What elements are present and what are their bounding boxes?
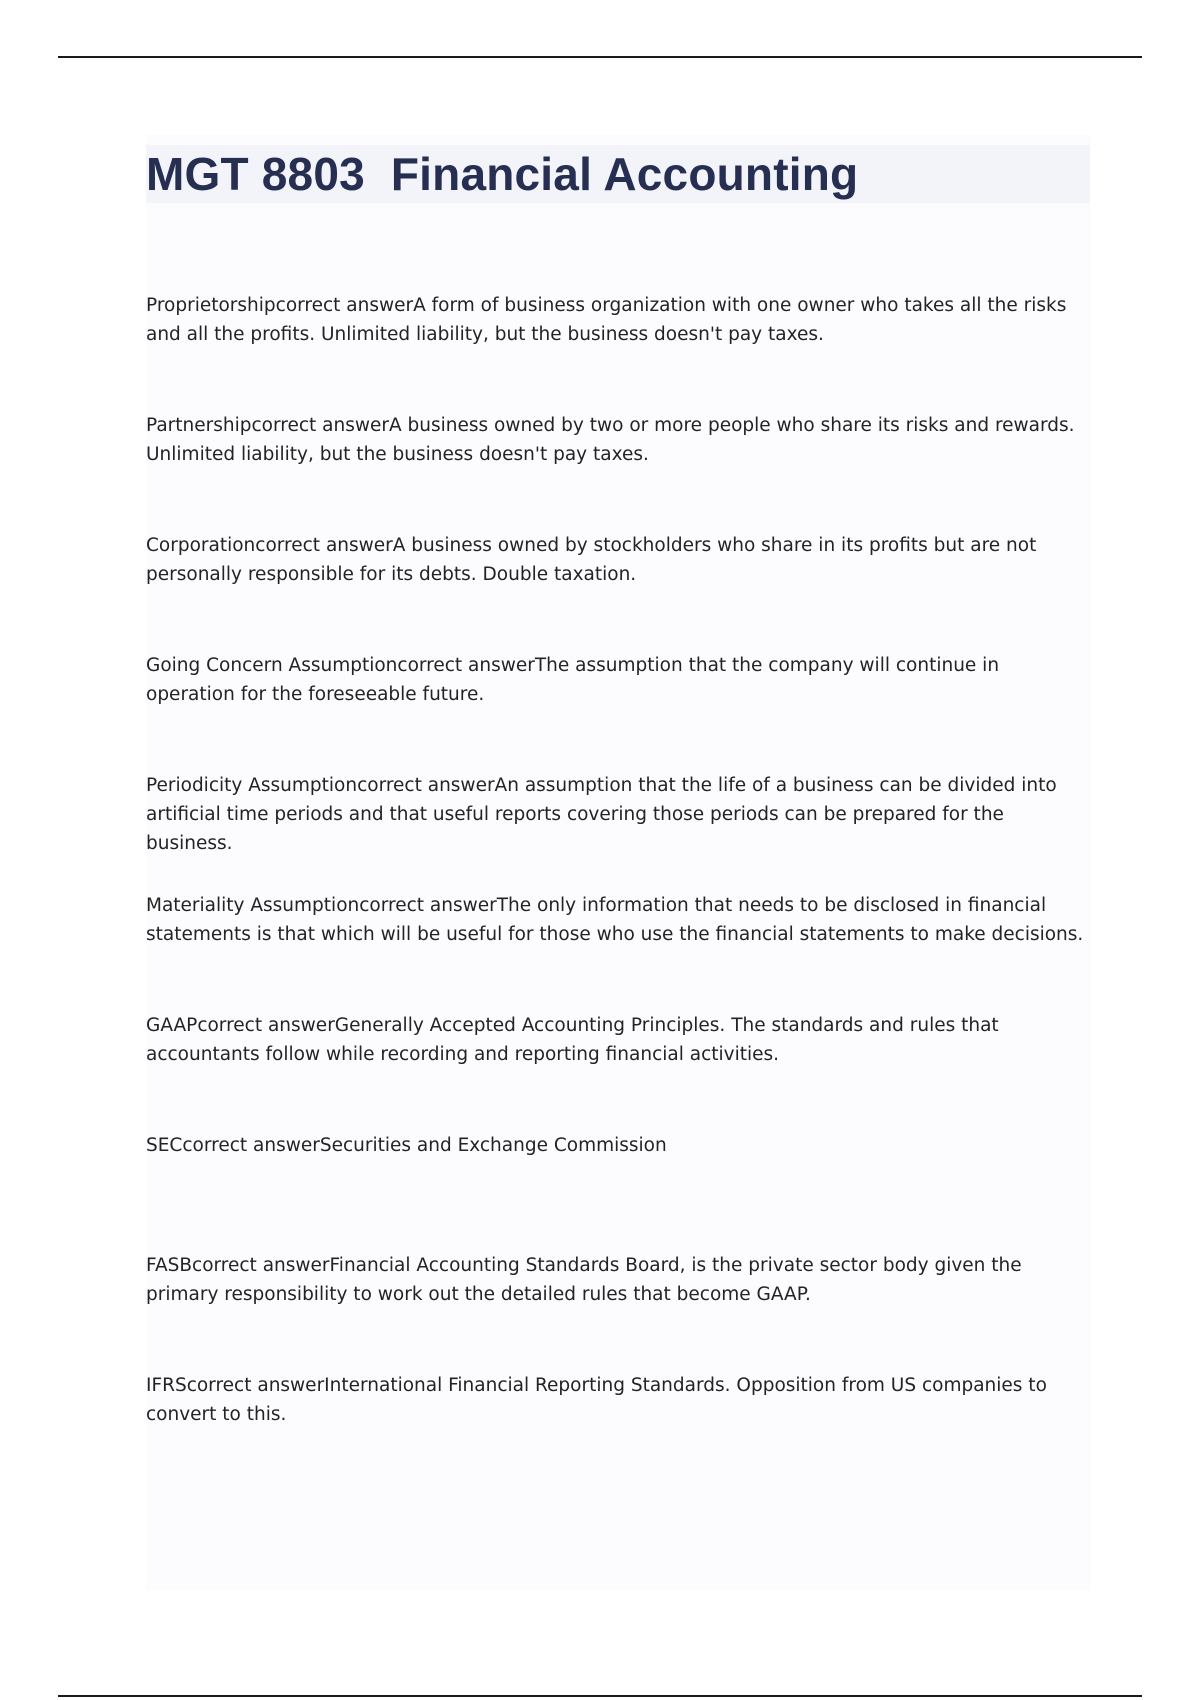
definition-entry-corporation: Corporationcorrect answerA business owned by stockholders who share in its profits but are not personally responsible for its debts. Double taxation. — [146, 535, 1037, 585]
definition-entry-sec: SECcorrect answerSecurities and Exchange Commission — [146, 1135, 667, 1156]
definition-entry-fasb: FASBcorrect answerFinancial Accounting Standards Board, is the private sector body given the primary responsibility to work out the detailed rules that become GAAP. — [146, 1255, 1022, 1305]
bottom-rule — [58, 1695, 1142, 1697]
definition-entry-proprietorship: Proprietorshipcorrect answerA form of business organization with one owner who takes all the risks and all the profits. Unlimited liability, but the business doesn't pay taxes. — [146, 295, 1067, 345]
definition-entry-going-concern: Going Concern Assumptioncorrect answerThe assumption that the company will continue in operation for the foreseeable future. — [146, 655, 1000, 705]
definition-entry-materiality: Materiality Assumptioncorrect answerThe only information that needs to be disclosed in financial statements is that which will be useful for those who use the financial statements to make decisions. — [146, 895, 1084, 945]
definition-entry-partnership: Partnershipcorrect answerA business owned by two or more people who share its risks and rewards. Unlimited liability, but the business doesn't pay taxes. — [146, 415, 1075, 465]
top-rule — [58, 56, 1142, 58]
document-title: MGT 8803 Financial Accounting — [146, 148, 859, 200]
definition-entry-periodicity: Periodicity Assumptioncorrect answerAn assumption that the life of a business can be divided into artificial time periods and that useful reports covering those periods can be prepared for the business. — [146, 775, 1057, 854]
definition-entry-ifrs: IFRScorrect answerInternational Financial Reporting Standards. Opposition from US companies to convert to this. — [146, 1375, 1047, 1425]
definition-list — [146, 291, 1090, 1491]
definition-entry-gaap: GAAPcorrect answerGenerally Accepted Accounting Principles. The standards and rules that accountants follow while recording and reporting financial activities. — [146, 1015, 999, 1065]
